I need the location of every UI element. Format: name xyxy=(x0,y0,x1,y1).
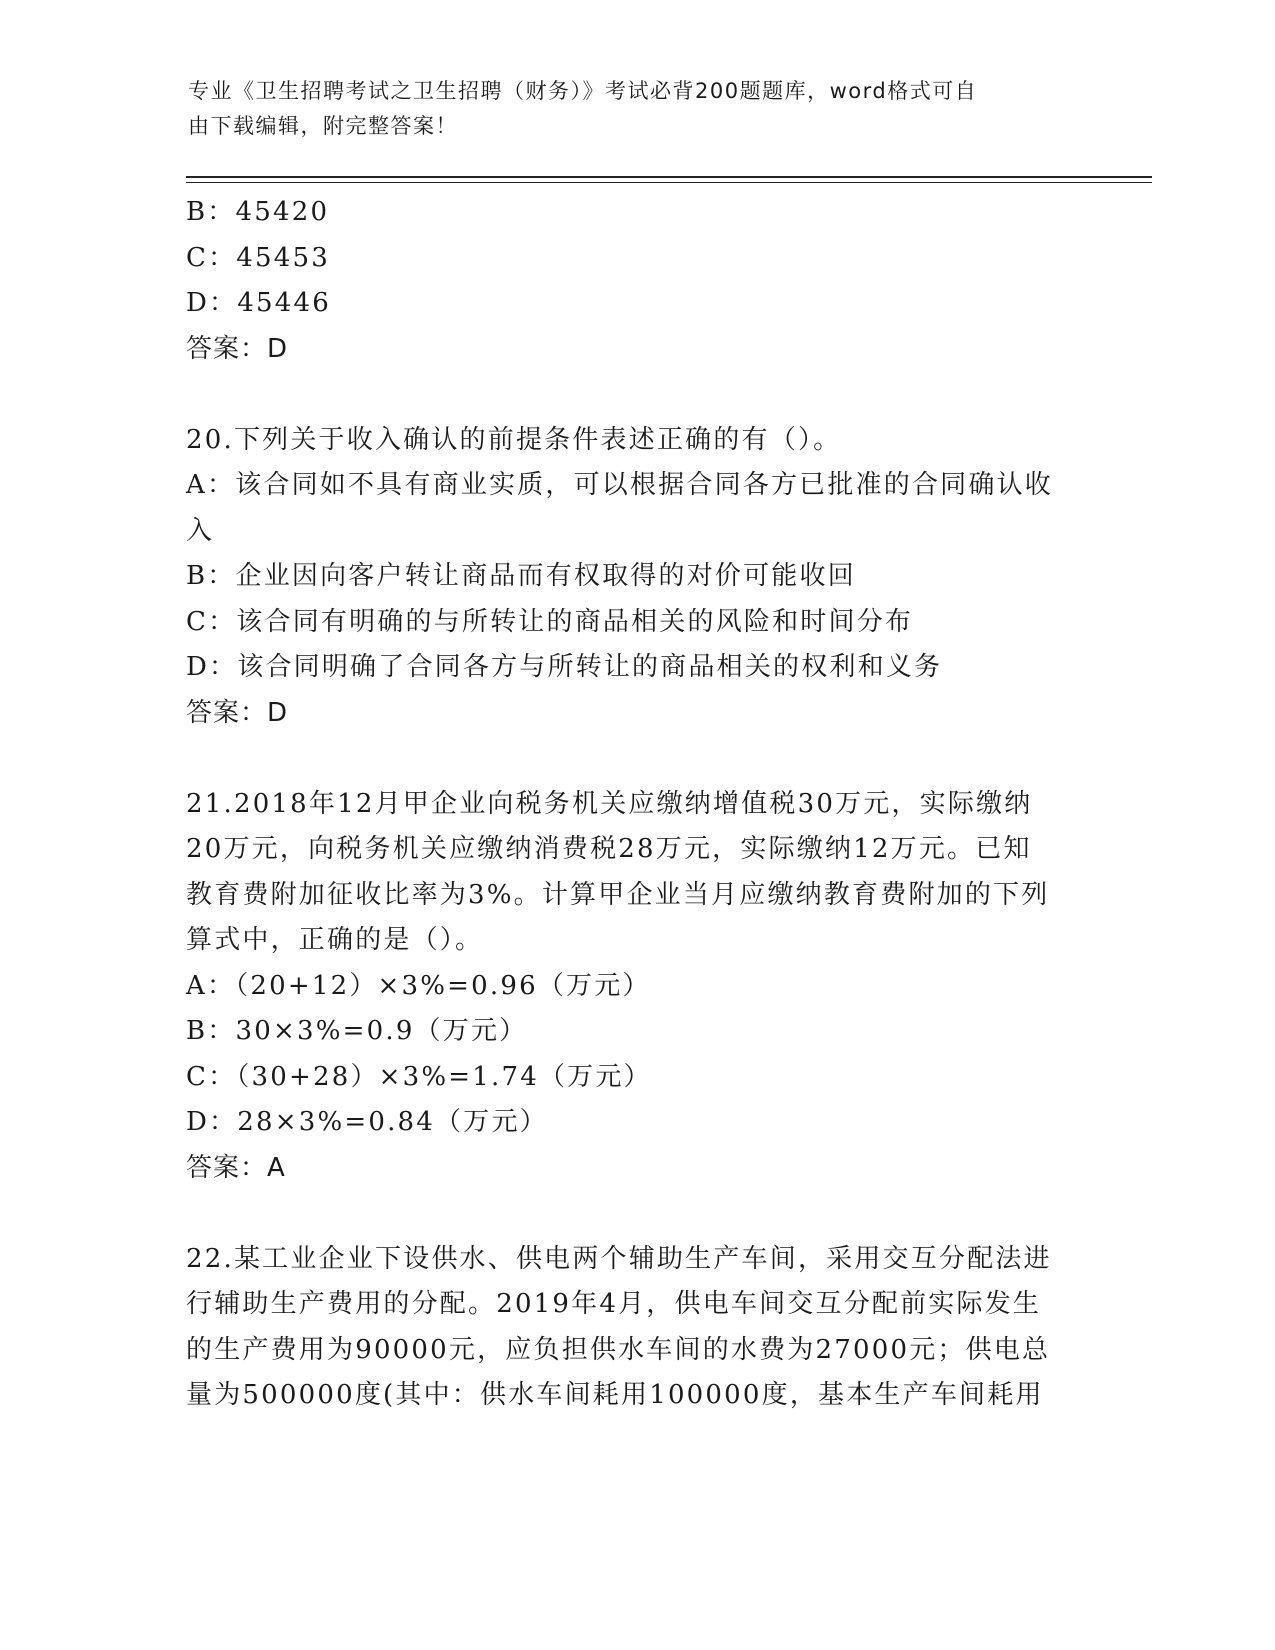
question-stem-line-2: 行辅助生产费用的分配。2019年4月，供电车间交互分配前实际发生 xyxy=(186,1289,1042,1319)
header-line-1: 专业《卫生招聘考试之卫生招聘（财务）》考试必背200题题库，word格式可自 xyxy=(188,79,978,103)
question-stem-line-4: 量为500000度(其中：供水车间耗用100000度，基本生产车间耗用 xyxy=(186,1380,1044,1410)
option-b: B：45420 xyxy=(186,197,330,227)
question-stem-line-3: 的生产费用为90000元，应负担供水车间的水费为27000元；供电总 xyxy=(186,1334,1051,1365)
option-b: B：30×3%=0.9（万元） xyxy=(186,1016,528,1046)
document-body xyxy=(186,190,1076,1419)
option-d: D：28×3%=0.84（万元） xyxy=(186,1107,548,1137)
question-21 xyxy=(186,782,1076,1192)
option-b: B：企业因向客户转让商品而有权取得的对价可能收回 xyxy=(186,561,856,591)
question-22 xyxy=(186,1237,1076,1419)
spacer xyxy=(186,372,1076,418)
option-d: D：45446 xyxy=(186,288,331,318)
header-divider-thick xyxy=(186,176,1152,178)
question-stem: 20.下列关于收入确认的前提条件表述正确的有（）。 xyxy=(186,424,842,455)
option-c: C：（30+28）×3%=1.74（万元） xyxy=(186,1061,652,1092)
answer-line: 答案：A xyxy=(186,1152,286,1183)
spacer xyxy=(186,1191,1076,1237)
header-line-2: 由下载编辑，附完整答案！ xyxy=(188,114,458,138)
option-a: A：（20+12）×3%=0.96（万元） xyxy=(186,970,651,1001)
option-a-continued: 入 xyxy=(186,515,215,546)
question-stem-line-3: 教育费附加征收比率为3%。计算甲企业当月应缴纳教育费附加的下列 xyxy=(186,879,1050,910)
question-stem-line-1: 22.某工业企业下设供水、供电两个辅助生产车间，采用交互分配法进 xyxy=(186,1243,1052,1274)
question-stem-line-2: 20万元，向税务机关应缴纳消费税28万元，实际缴纳12万元。已知 xyxy=(186,834,1032,864)
answer-line: 答案：D xyxy=(186,697,289,728)
document-header xyxy=(188,74,1068,144)
question-stem-line-4: 算式中，正确的是（）。 xyxy=(186,925,484,955)
question-stem-line-1: 21.2018年12月甲企业向税务机关应缴纳增值税30万元，实际缴纳 xyxy=(186,788,1033,819)
header-divider-thin xyxy=(186,182,1152,183)
spacer xyxy=(186,736,1076,782)
option-a: A：该合同如不具有商业实质，可以根据合同各方已批准的合同确认收 xyxy=(186,470,1053,500)
question-20 xyxy=(186,418,1076,737)
question-19-tail xyxy=(186,190,1076,372)
option-c: C：该合同有明确的与所转让的商品相关的风险和时间分布 xyxy=(186,606,914,637)
option-d: D：该合同明确了合同各方与所转让的商品相关的权利和义务 xyxy=(186,652,943,682)
answer-line: 答案：D xyxy=(186,333,289,364)
option-c: C：45453 xyxy=(186,242,331,273)
